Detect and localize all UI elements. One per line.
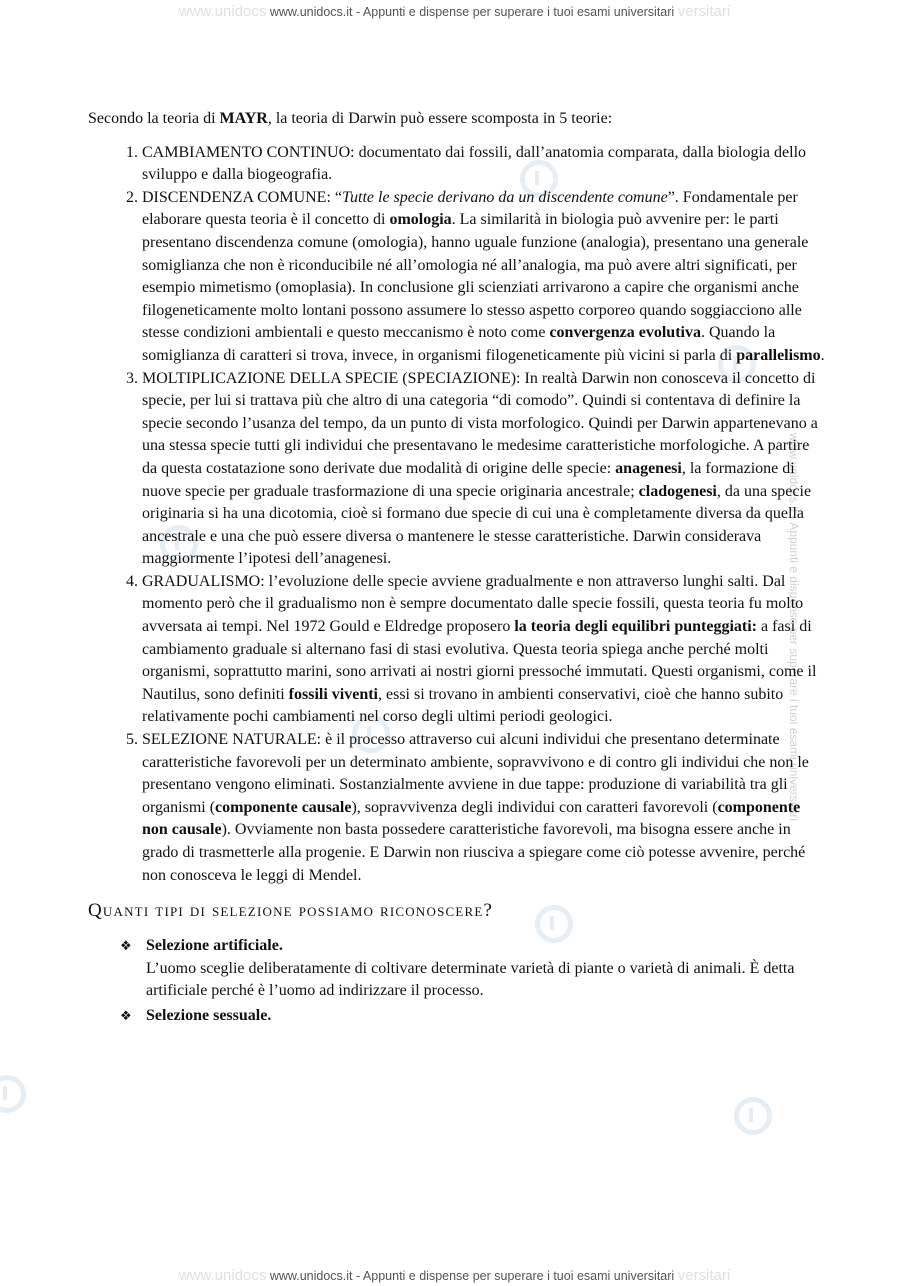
section-heading: Quanti tipi di selezione possiamo riconoscere?: [88, 900, 494, 922]
item-text: , essi si trovano in ambienti conservativi, cioè che hanno subito relativamente pochi cambiamenti nel corso degli ultimi periodi geologici.: [142, 685, 784, 726]
side-watermark-right: www.unidocs.it - Appunti e dispense per superare i tuoi esami universitari: [787, 432, 802, 822]
header-faded-left: www.unidocs: [178, 3, 267, 20]
header-banner: [0, 3, 909, 20]
item-text: . Quando la somiglianza di caratteri si trova, invece, in organismi filogeneticamente più vicini si parla di: [142, 324, 776, 364]
list-item: [120, 935, 828, 1003]
item-bold: fossili viventi: [288, 685, 378, 703]
diamond-bullet-icon: ❖: [120, 938, 132, 954]
footer-faded-right: versitari: [677, 1267, 731, 1284]
list-item: [142, 368, 828, 571]
item-quote: Tutte le specie derivano da un discendente comune: [342, 188, 668, 206]
header-faded-right: versitari: [677, 3, 731, 20]
item-text: DISCENDENZA COMUNE: “: [142, 188, 342, 206]
item-text: , da una specie originaria si ha una dicotomia, cioè si formano due specie di cui una è completamente diversa da quella ancestrale e una che può essere diversa o mantenere le stesse caratteristiche. Darwin considerava maggiormente l’ipotesi dell’anagenesi.: [142, 482, 812, 568]
item-text: , la formazione di nuove specie per graduale trasformazione di una specie originaria ancestrale;: [142, 459, 795, 500]
footer-banner: [0, 1267, 909, 1284]
footer-banner-text: www.unidocs.it - Appunti e dispense per superare i tuoi esami universitari: [269, 1269, 675, 1283]
item-text: ), sopravvivenza degli individui con caratteri favorevoli (: [351, 798, 718, 816]
bullet-title: Selezione artificiale.: [146, 937, 283, 955]
unidocs-logo-icon: [734, 1097, 772, 1135]
item-text: a fasi di cambiamento graduale si alternano fasi di stasi evolutiva. Questa teoria spiega anche perché molti organismi, soprattutto marini, sono arrivati ai nostri giorni pressoché immutati. Questi organismi, come il Nautilus, sono definiti: [142, 618, 817, 703]
item-bold: convergenza evolutiva: [549, 324, 701, 342]
bullet-title: Selezione sessuale.: [146, 1006, 272, 1024]
intro-text: , la teoria di Darwin può essere scomposta in 5 teorie:: [267, 110, 613, 127]
intro-text: Secondo la teoria di: [88, 110, 220, 127]
item-bold: anagenesi: [615, 459, 682, 477]
item-bold: omologia: [389, 211, 452, 229]
unidocs-logo-icon: [0, 1075, 26, 1113]
list-item: [142, 571, 828, 729]
item-text: ). Ovviamente non basta possedere caratteristiche favorevoli, ma bisogna essere anche in grado di trasmetterle alla progenie. E Darwin non riusciva a spiegare come ciò potesse avvenire, perché non conosceva le leggi di Mendel.: [142, 821, 806, 884]
diamond-bullet-icon: ❖: [120, 1007, 132, 1023]
item-text: GRADUALISMO: l’evoluzione delle specie avviene gradualmente e non attraverso lunghi salti. Dal momento però che il gradualismo non è sempre documentato dalle specie fossili, questa teoria fu molto avversata ai tempi. Nel 1972 Gould e Eldredge proposero: [142, 572, 804, 636]
list-item: [142, 187, 828, 368]
list-item: [142, 729, 828, 887]
intro-paragraph: [88, 108, 828, 131]
document-body: [88, 108, 828, 1030]
item-bold: componente causale: [215, 798, 352, 816]
intro-bold: MAYR: [219, 110, 268, 127]
selection-types-list: [88, 935, 828, 1027]
footer-faded-left: www.unidocs: [178, 1267, 267, 1284]
item-text: MOLTIPLICAZIONE DELLA SPECIE (SPECIAZIONE): In realtà Darwin non conosceva il concetto di specie, per lui si trattava più che altro di una categoria “di comodo”. Quindi si contentava di definire la specie secondo l’usanza del tempo, da un punto di vista morfologico. Quindi per Darwin appartenevano a una stessa specie tutti gli individui che presentavano le medesime caratteristiche morfologiche. A partire da questa costatazione sono derivate due modalità di origine delle specie:: [142, 369, 818, 477]
list-item: [142, 142, 828, 187]
item-text: . La similarità in biologia può avvenire per: le parti presentano discendenza comune (omologia), hanno uguale funzione (analogia), presentano una generale somiglianza che non è riconducibile né all’omologia né all’analogia, ma può avere altri significati, per esempio mimetismo (omoplasia). In conclusione gli scienziati arrivarono a capire che organismi anche filogeneticamente molto lontani possono assumere lo stesso aspetto corporeo quando soggiacciono alle stesse condizioni ambientali e questo meccanismo è noto come: [142, 211, 809, 342]
theories-list: [88, 142, 828, 888]
list-item: [120, 1005, 828, 1028]
item-text: CAMBIAMENTO CONTINUO: documentato dai fossili, dall’anatomia comparata, dalla biologia dello sviluppo e dalla biogeografia.: [142, 143, 807, 184]
item-bold: cladogenesi: [638, 482, 717, 500]
item-text: SELEZIONE NATURALE: è il processo attraverso cui alcuni individui che presentano determinate caratteristiche favorevoli per un determinato ambiente, sopravvivono e di contro gli individui che non le presentano vengono eliminati. Sostanzialmente avviene in due tappe: produzione di variabilità tra gli organismi (: [142, 731, 809, 816]
item-bold: parallelismo: [736, 346, 821, 364]
header-banner-text: www.unidocs.it - Appunti e dispense per superare i tuoi esami universitari: [269, 5, 675, 19]
bullet-text: L’uomo sceglie deliberatamente di coltivare determinate varietà di piante o varietà di animali. È detta artificiale perché è l’uomo ad indirizzare il processo.: [146, 959, 795, 1000]
item-bold: componente non causale: [142, 798, 801, 839]
item-bold: la teoria degli equilibri punteggiati:: [514, 618, 757, 636]
item-text: ”. Fondamentale per elaborare questa teoria è il concetto di: [142, 188, 798, 229]
item-text: .: [820, 346, 825, 364]
